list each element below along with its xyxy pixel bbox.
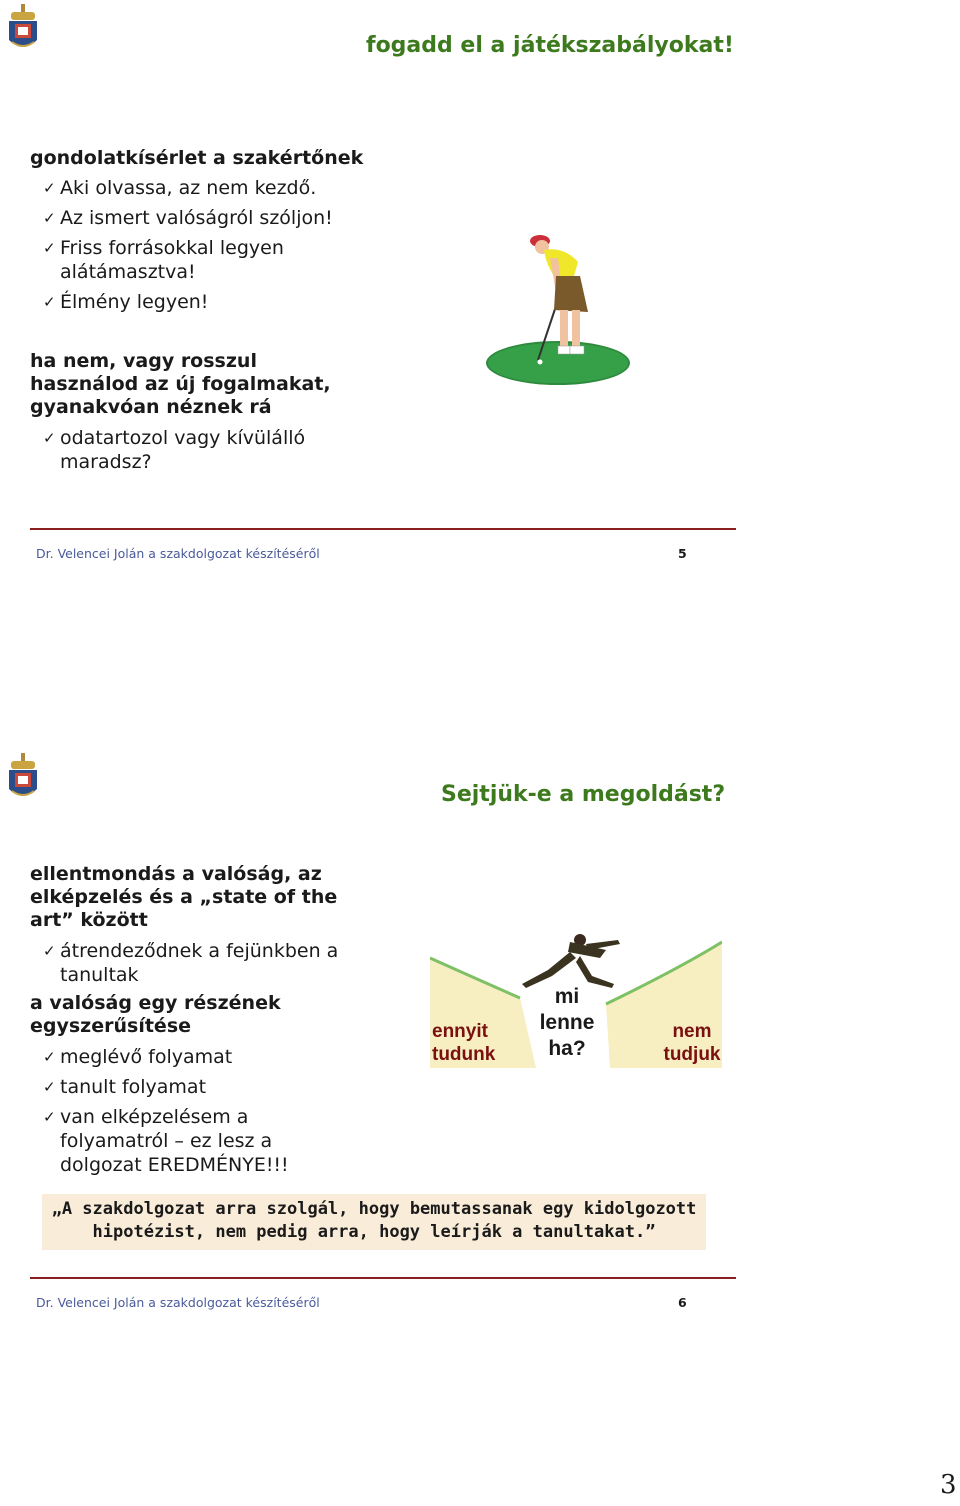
bullet-item: ✓ tanult folyamat [43,1076,207,1098]
sheet-page-number: 3 [940,1470,957,1500]
section-heading: a valóság egy részének egyszerűsítése [30,992,281,1037]
university-crest-icon [6,753,40,805]
checkmark-icon: ✓ [43,942,56,960]
slide-title: fogadd el a játékszabályokat! [366,33,734,58]
bullet-item: ✓ Az ismert valóságról szóljon! [43,207,333,229]
golfer-illustration [484,228,632,388]
checkmark-icon: ✓ [43,239,56,257]
checkmark-icon: ✓ [43,293,56,311]
bullet-item: ✓ Aki olvassa, az nem kezdő. [43,177,317,199]
what-if-label: mi lenne ha? [539,985,595,1060]
footer-text: Dr. Velencei Jolán a szakdolgozat készítéséről [36,546,320,561]
known-label: ennyit tudunk [432,1021,496,1065]
bullet-item: ✓ van elképzelésem a folyamatról – ez lesz a dolgozat EREDMÉNYE!!! [43,1106,289,1176]
checkmark-icon: ✓ [43,179,56,197]
bullet-item: ✓ meglévő folyamat [43,1046,233,1068]
slide-number: 6 [678,1295,687,1310]
section-heading: ha nem, vagy rosszul használod az új fogalmakat, gyanakvóan néznek rá [30,350,331,418]
section-heading: ellentmondás a valóság, az elképzelés és a „state of the art” között [30,863,338,931]
quote-box: „A szakdolgozat arra szolgál, hogy bemutassanak egy kidolgozott hipotézist, nem pedig arra, hogy leírják a tanultakat.” [42,1194,706,1250]
footer-rule [30,1277,736,1279]
section-heading: gondolatkísérlet a szakértőnek [30,147,364,169]
slide-title: Sejtjük-e a megoldást? [441,782,726,807]
footer-rule [30,528,736,530]
unknown-label: nem tudjuk [663,1021,721,1065]
checkmark-icon: ✓ [43,1078,56,1096]
bullet-item: ✓ Élmény legyen! [43,291,209,313]
slide-number: 5 [678,546,687,561]
bullet-item: ✓ átrendeződnek a fejünkben a tanultak [43,940,339,986]
bullet-item: ✓ odatartozol vagy kívülálló maradsz? [43,427,306,473]
bullet-item: ✓ Friss forrásokkal legyen alátámasztva! [43,237,284,283]
footer-text: Dr. Velencei Jolán a szakdolgozat készítéséről [36,1295,320,1310]
checkmark-icon: ✓ [43,209,56,227]
checkmark-icon: ✓ [43,429,56,447]
checkmark-icon: ✓ [43,1108,56,1126]
checkmark-icon: ✓ [43,1048,56,1066]
university-crest-icon [6,4,40,56]
